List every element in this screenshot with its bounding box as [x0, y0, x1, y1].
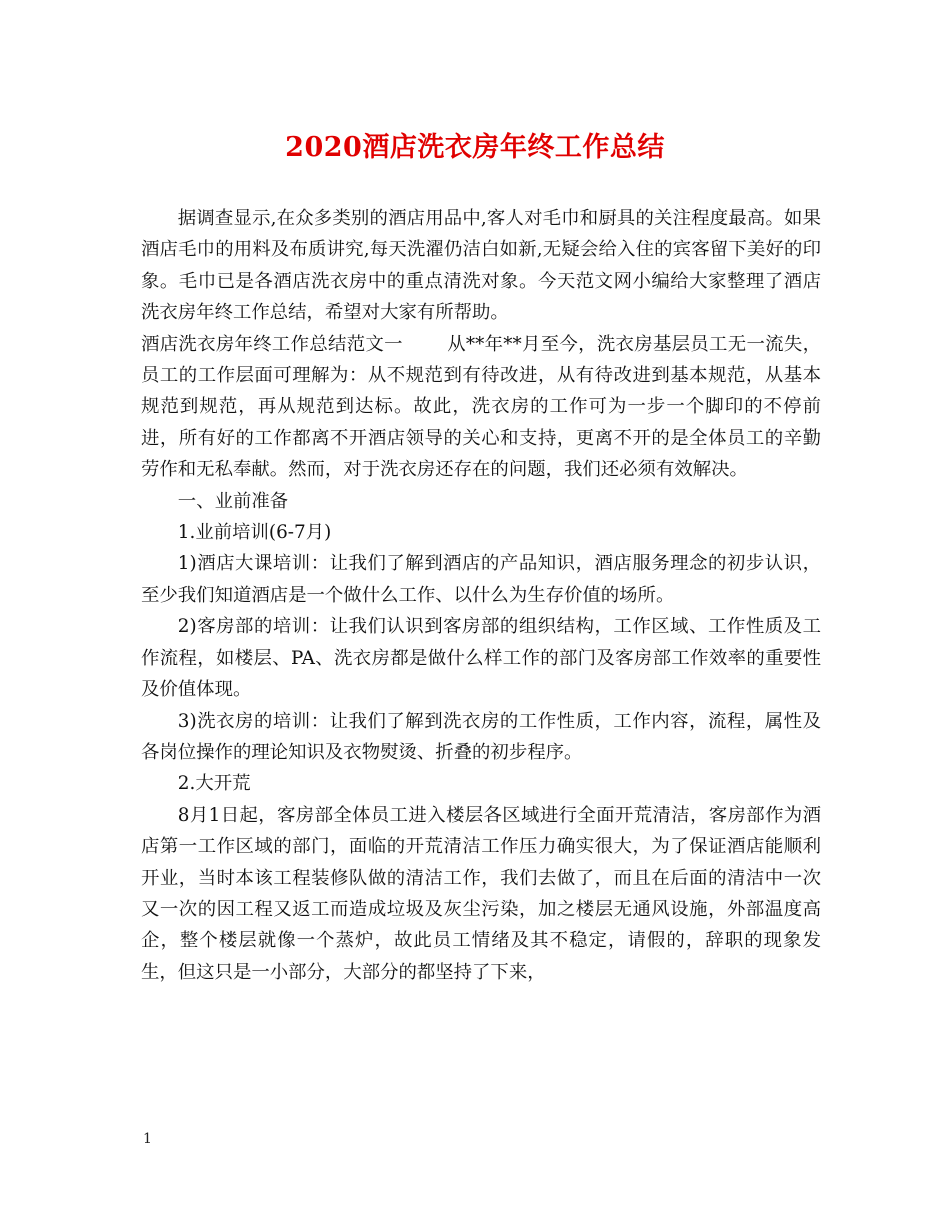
paragraph-cleaning: 8月1日起，客房部全体员工进入楼层各区域进行全面开荒清洁，客房部作为酒店第一工作区域的部门，面临的开荒清洁工作压力确实很大，为了保证酒店能顺利开业，当时本该工程装修队做的清洁工作，我们去做了，而且在后面的清洁中一次又一次的因工程又返工而造成垃圾及灰尘污染，加之楼层无通风设施，外部温度高企，整个楼层就像一个蒸炉，故此员工情绪及其不稳定，请假的，辞职的现象发生，但这只是一小部分，大部分的都坚持了下来， — [141, 804, 821, 983]
paragraph-hotel-training: 1)酒店大课培训：让我们了解到酒店的产品知识，酒店服务理念的初步认识，至少我们知道酒店是一个做什么工作、以什么为生存价值的场所。 — [141, 553, 821, 606]
paragraph-laundry-training: 3)洗衣房的培训：让我们了解到洗衣房的工作性质，工作内容，流程，属性及各岗位操作的理论知识及衣物熨烫、折叠的初步程序。 — [141, 710, 821, 763]
subsection-heading-training: 1.业前培训(6-7月) — [177, 522, 332, 544]
sample-heading: 酒店洗衣房年终工作总结范文一 — [141, 333, 403, 355]
section-heading-preparation: 一、业前准备 — [177, 490, 289, 512]
document-title: 2020酒店洗衣房年终工作总结 — [285, 132, 665, 163]
subsection-heading-cleaning: 2.大开荒 — [177, 773, 251, 795]
intro-paragraph: 据调查显示,在众多类别的酒店用品中,客人对毛巾和厨具的关注程度最高。如果酒店毛巾的用料及布质讲究,每天洗濯仍洁白如新,无疑会给入住的宾客留下美好的印象。毛巾已是各酒店洗衣房中的重点清洗对象。今天范文网小编给大家整理了酒店洗衣房年终工作总结，希望对大家有所帮助。 — [141, 208, 821, 324]
document-body — [141, 203, 821, 988]
sample-paragraph-text: 从**年**月至今，洗衣房基层员工无一流失，员工的工作层面可理解为：从不规范到有待改进，从有待改进到基本规范，从基本规范到规范，再从规范到达标。故此，洗衣房的工作可为一步一个脚印的不停前进，所有好的工作都离不开酒店领导的关心和支持，更离不开的是全体员工的辛勤劳作和无私奉献。然而，对于洗衣房还存在的问题，我们还必须有效解决。 — [141, 333, 821, 481]
page-number: 1 — [143, 1131, 152, 1147]
paragraph-housekeeping-training: 2)客房部的培训：让我们认识到客房部的组织结构，工作区域、工作性质及工作流程，如楼层、PA、洗衣房都是做什么样工作的部门及客房部工作效率的重要性及价值体现。 — [141, 616, 821, 701]
sample-paragraph — [141, 329, 821, 486]
